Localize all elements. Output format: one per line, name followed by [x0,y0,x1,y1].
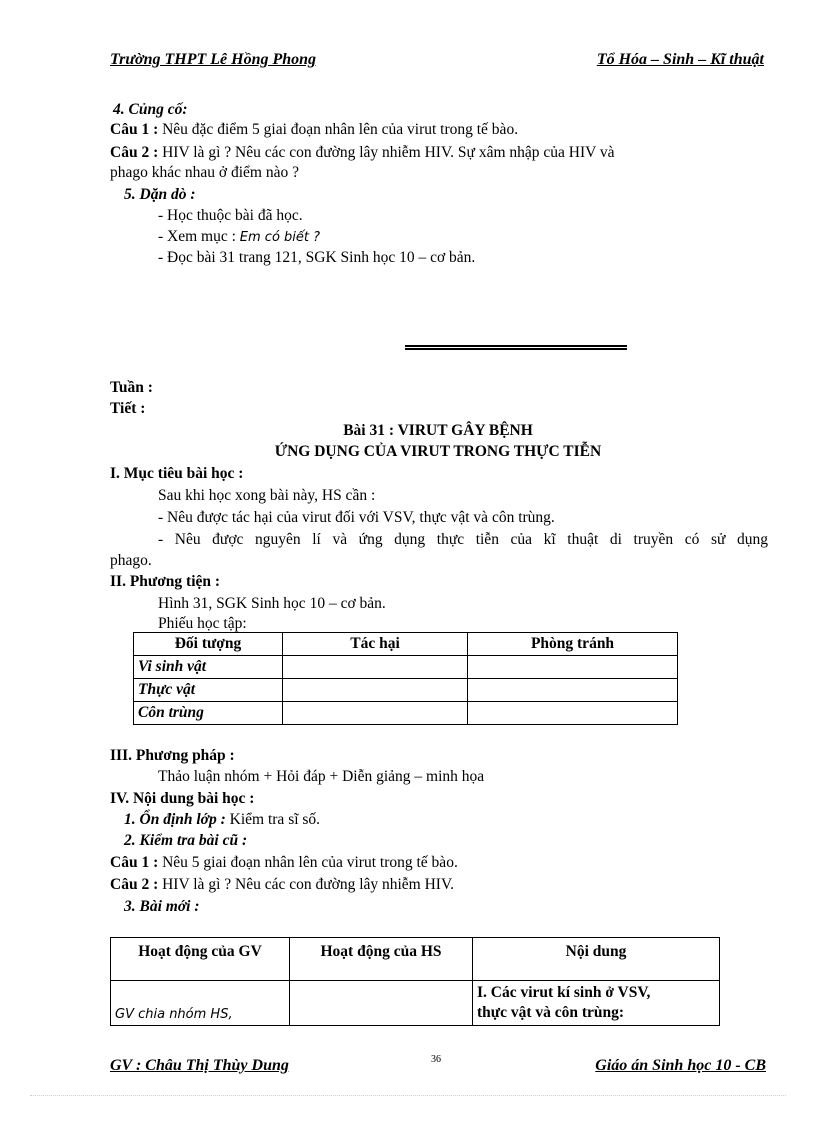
review-q2-label: Câu 2 : [110,876,159,893]
homework-item-3: - Đọc bài 31 trang 121, SGK Sinh học 10 – cơ bản. [158,249,476,266]
table-row [134,656,678,679]
activity-header-row [111,938,720,981]
table-row [111,981,720,1026]
objectives-heading: I. Mục tiêu bài học : [110,465,244,482]
objectives-item-2-line1: - Nêu được nguyên lí và ứng dụng thực tiễn của kĩ thuật di truyền có sử dụng [158,531,768,548]
worksheet-header-row [134,633,678,656]
worksheet-cell [283,656,468,679]
step-1-label: 1. Ổn định lớp : [124,811,226,828]
worksheet-cell [283,679,468,702]
q2-text-line1: HIV là gì ? Nêu các con đường lây nhiễm HIV. Sự xâm nhập của HIV và [158,144,615,161]
objectives-item-1: - Nêu được tác hại của virut đối với VSV, thực vật và côn trùng. [158,509,555,526]
activity-teacher-text: GV chia nhóm HS, [115,1007,233,1022]
materials-heading: II. Phương tiện : [110,573,221,590]
worksheet-col-target: Đối tượng [134,633,283,656]
homework-item-2-prefix: - Xem mục : [158,228,240,245]
worksheet-col-harm: Tác hại [283,633,468,656]
header-school: Trường THPT Lê Hồng Phong [110,51,317,68]
objectives-item-2-line2: phago. [110,552,152,569]
activity-table [110,937,720,1026]
review-q1-label: Câu 1 : [110,854,159,871]
activity-teacher-cell [111,981,290,1026]
activity-content-line2: thực vật và côn trùng: [477,1004,625,1021]
review-q2 [110,875,454,895]
worksheet-row-label: Vi sinh vật [134,656,283,679]
materials-line-1: Hình 31, SGK Sinh học 10 – cơ bản. [158,595,386,612]
period-label: Tiết : [110,400,146,417]
worksheet-cell [468,702,678,725]
header-department: Tổ Hóa – Sinh – Kĩ thuật [596,51,764,68]
content-step-1 [124,810,320,830]
worksheet-table [133,632,678,725]
worksheet-row-label: Côn trùng [134,702,283,725]
homework-item-2 [158,227,320,248]
activity-col-student: Hoạt động của HS [290,938,473,981]
q2-label: Câu 2 : [110,144,159,161]
worksheet-row-label: Thực vật [134,679,283,702]
page-number: 36 [431,1054,441,1065]
table-row [134,679,678,702]
worksheet-col-prevention: Phòng tránh [468,633,678,656]
content-step-3: 3. Bài mới : [124,898,200,915]
activity-content-cell [473,981,720,1026]
week-label: Tuần : [110,379,153,396]
methods-heading: III. Phương pháp : [110,747,235,764]
homework-heading: 5. Dặn dò : [124,186,196,203]
consolidation-q2 [110,143,615,163]
activity-col-teacher: Hoạt động của GV [111,938,290,981]
review-q2-text: HIV là gì ? Nêu các con đường lây nhiễm HIV. [158,876,455,893]
worksheet-cell [468,679,678,702]
materials-line-2: Phiếu học tập: [158,615,247,632]
worksheet-cell [283,702,468,725]
consolidation-heading: 4. Củng cố: [113,101,188,118]
q2-text-line2: phago khác nhau ở điểm nào ? [110,164,299,181]
lesson-title-line1: Bài 31 : VIRUT GÂY BỆNH [343,422,533,439]
content-step-2: 2. Kiểm tra bài cũ : [124,832,248,849]
worksheet-cell [468,656,678,679]
activity-content-line1: I. Các virut kí sinh ở VSV, [477,984,651,1001]
activity-col-content: Nội dung [473,938,720,981]
homework-item-2-italic: Em có biết ? [239,230,321,245]
objectives-intro: Sau khi học xong bài này, HS cần : [158,487,376,504]
double-rule-divider [405,345,627,350]
table-row [134,702,678,725]
methods-text: Thảo luận nhóm + Hỏi đáp + Diễn giảng – minh họa [158,768,485,785]
footer-title: Giáo án Sinh học 10 - CB [595,1057,766,1074]
review-q1 [110,853,458,873]
lesson-title-line2: ỨNG DỤNG CỦA VIRUT TRONG THỰC TIỄN [274,443,602,460]
step-1-text: Kiểm tra sĩ số. [225,811,321,828]
page-edge-dotted-line [30,1095,786,1096]
review-q1-text: Nêu 5 giai đoạn nhân lên của virut trong tế bào. [158,854,458,871]
consolidation-q1 [110,120,518,140]
footer-teacher: GV : Châu Thị Thùy Dung [110,1057,289,1074]
activity-student-cell [290,981,473,1026]
q1-text: Nêu đặc điểm 5 giai đoạn nhân lên của virut trong tế bào. [158,121,519,138]
content-heading: IV. Nội dung bài học : [110,790,255,807]
q1-label: Câu 1 : [110,121,159,138]
homework-item-1: - Học thuộc bài đã học. [158,207,303,224]
